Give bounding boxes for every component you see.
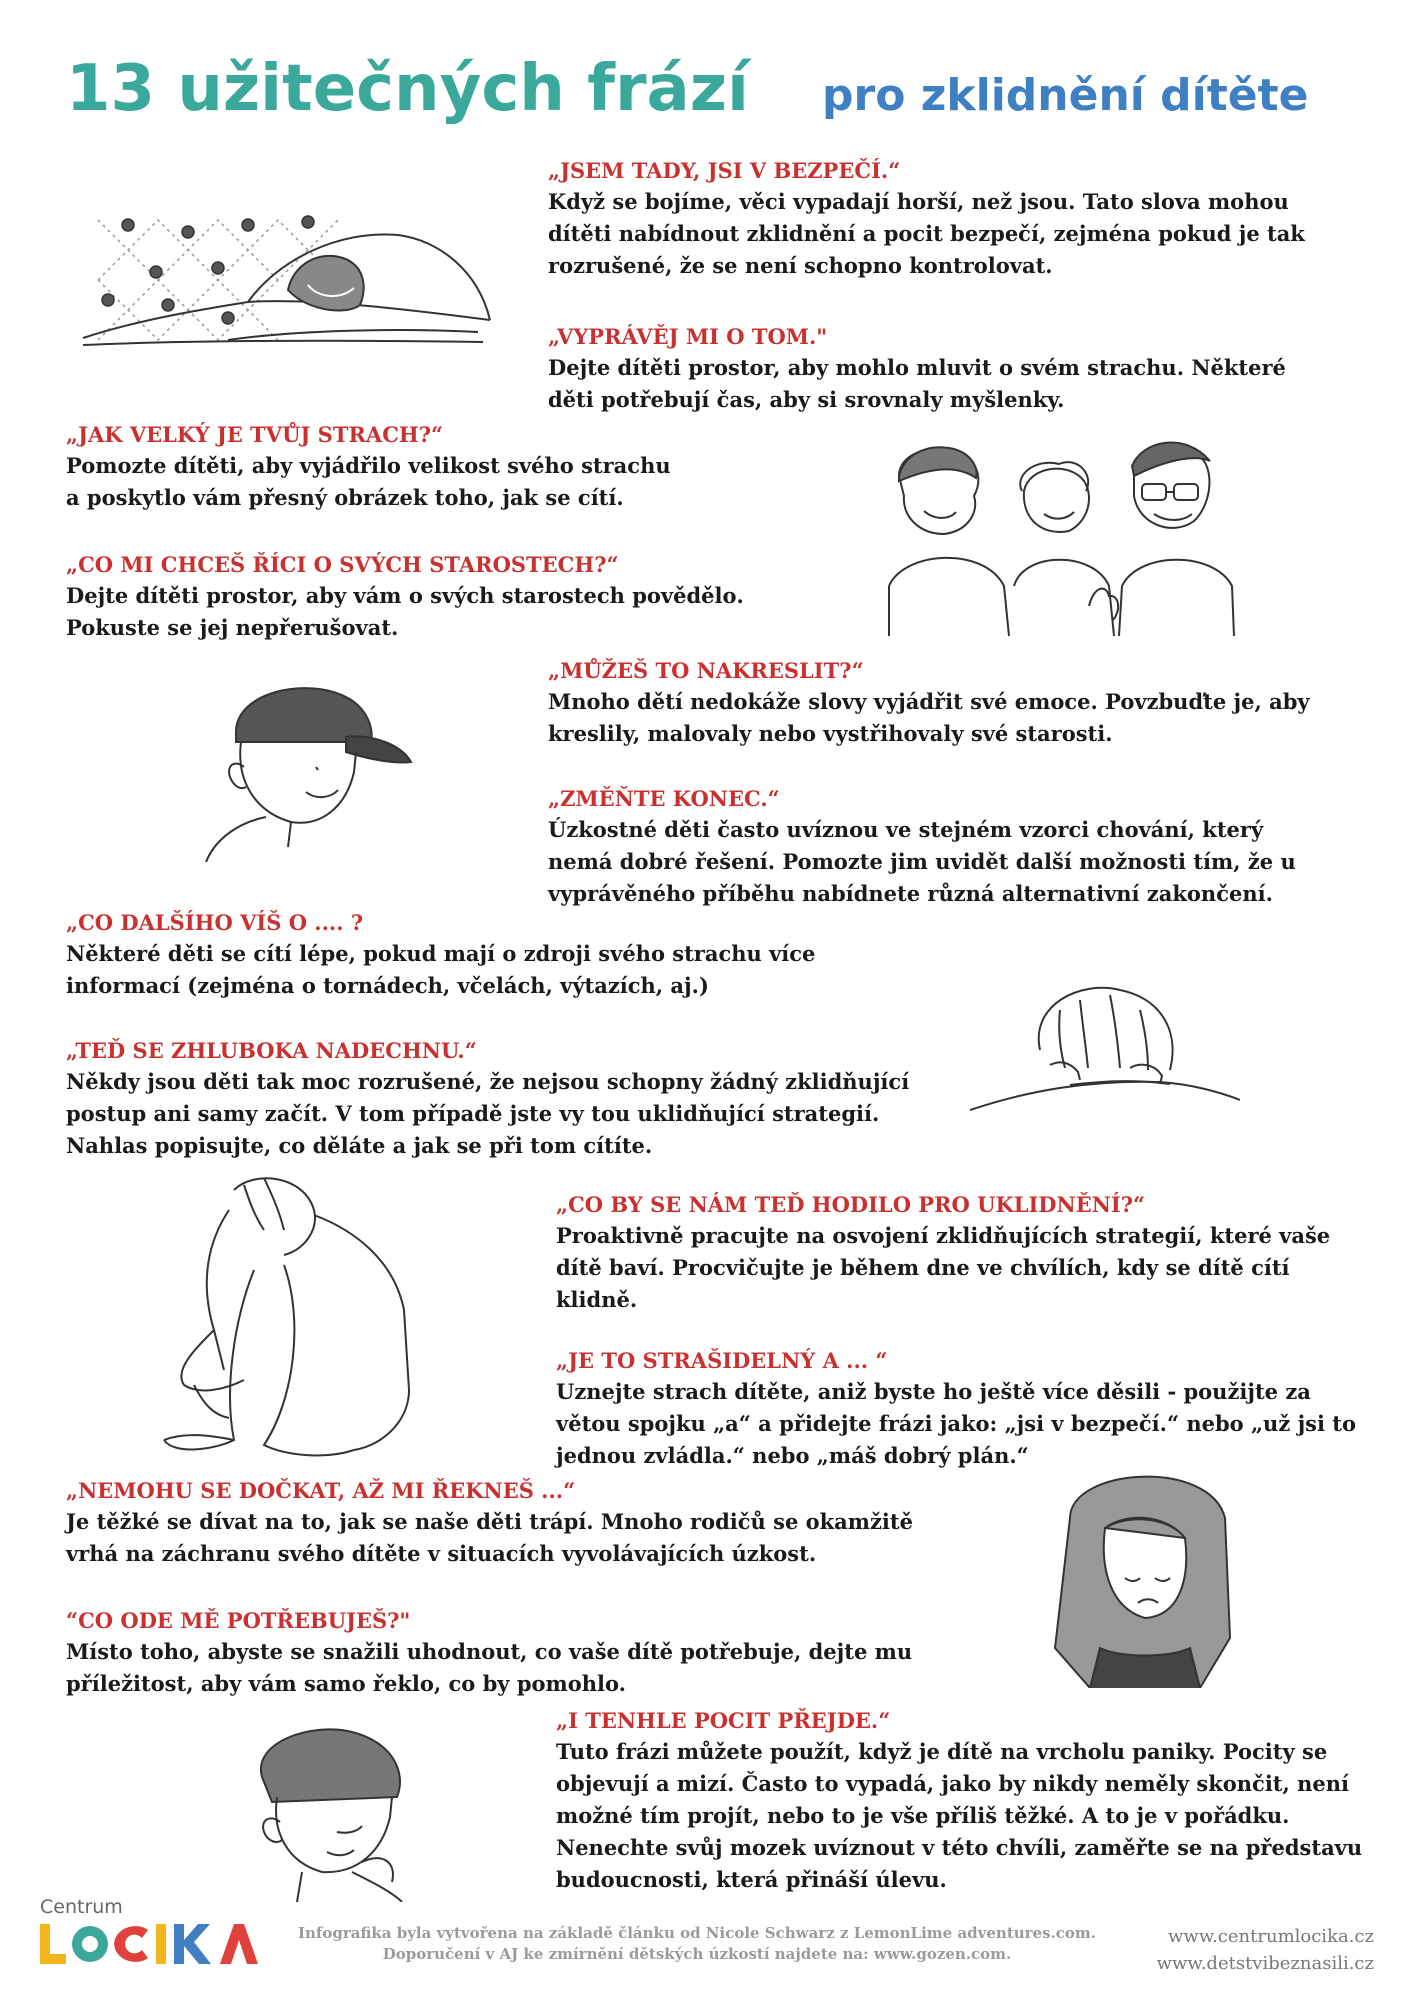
phrase-9 bbox=[556, 1190, 1330, 1316]
text-line: informací (zejména o tornádech, včelách, výtazích, aj.) bbox=[66, 973, 709, 998]
phrase-text bbox=[556, 1736, 1362, 1896]
phrase-text bbox=[548, 186, 1305, 282]
footer-urls bbox=[1157, 1923, 1374, 1977]
phrase-text bbox=[66, 1636, 912, 1700]
phrase-heading: „TEĎ SE ZHLUBOKA NADECHNU.“ bbox=[66, 1038, 477, 1063]
footer-url-link[interactable]: www.centrumlocika.cz bbox=[1168, 1926, 1374, 1947]
credit-line: Doporučení v AJ ke zmírnění dětských úzkostí najdete na: www.gozen.com. bbox=[382, 1945, 1012, 1963]
text-line: klidně. bbox=[556, 1287, 638, 1312]
text-line: Je těžké se dívat na to, jak se naše děti trápí. Mnoho rodičů se okamžitě bbox=[66, 1509, 913, 1534]
text-line: větou spojku „a“ a přidejte frázi jako: „jsi v bezpečí.“ nebo „už jsi to bbox=[556, 1411, 1356, 1436]
phrase-heading: „I TENHLE POCIT PŘEJDE.“ bbox=[556, 1708, 891, 1733]
phrase-4 bbox=[66, 550, 744, 644]
text-line: Uznejte strach dítěte, aniž byste ho ještě více děsili - použijte za bbox=[556, 1379, 1311, 1404]
text-line: Dejte dítěti prostor, aby vám o svých starostech povědělо. bbox=[66, 583, 744, 608]
phrase-text bbox=[66, 1066, 909, 1162]
phrase-5 bbox=[548, 656, 1310, 750]
logo-label: Centrum bbox=[40, 1896, 123, 1918]
text-line: Dejte dítěti prostor, aby mohlo mluvit o svém strachu. Některé bbox=[548, 355, 1286, 380]
phrase-6 bbox=[548, 784, 1296, 910]
text-line: dítě baví. Procvičujte je během dne ve chvílích, kdy se dítě cítí bbox=[556, 1255, 1290, 1280]
text-line: možné tím projít, nebo to je vše příliš těžké. A to je v pořádku. bbox=[556, 1803, 1290, 1828]
phrase-heading: „JSEM TADY, JSI V BEZPEČÍ.“ bbox=[548, 158, 901, 183]
text-line: Pokuste se jej nepřerušovat. bbox=[66, 615, 399, 640]
text-line: dítěti nabídnout zklidnění a pocit bezpečí, zejména pokud je tak bbox=[548, 221, 1305, 246]
text-line: vyprávěného příběhu nabídnete různá alternativní zakončení. bbox=[548, 881, 1273, 906]
phrase-10 bbox=[556, 1346, 1356, 1472]
text-line: Někdy jsou děti tak moc rozrušené, že nejsou schopny žádný zklidňující bbox=[66, 1069, 910, 1094]
text-line: postup ani samy začít. V tom případě jste vy tou uklidňující strategií. bbox=[66, 1101, 880, 1126]
phrase-text bbox=[548, 352, 1286, 416]
phrase-2 bbox=[548, 322, 1286, 416]
text-line: rozrušené, že se není schopno kontrolovat. bbox=[548, 253, 1053, 278]
centrum-locika-logo bbox=[38, 1920, 258, 1966]
footer-url-link[interactable]: www.detstvibeznasili.cz bbox=[1156, 1953, 1374, 1974]
text-line: Proaktivně pracujte na osvojení zklidňujících strategií, které vaše bbox=[556, 1223, 1331, 1248]
phrase-heading: „VYPRÁVĚJ MI O TOM." bbox=[548, 324, 828, 349]
phrase-1 bbox=[548, 156, 1305, 282]
child-hugging-knees-icon bbox=[154, 1170, 424, 1470]
three-kids-icon bbox=[884, 436, 1236, 636]
text-line: Některé děti se cítí lépe, pokud mají o zdroji svého strachu více bbox=[66, 941, 816, 966]
phrase-heading: „MŮŽEŠ TO NAKRESLIT?“ bbox=[548, 658, 864, 683]
phrase-text bbox=[66, 938, 815, 1002]
sad-girl-icon bbox=[1030, 1458, 1260, 1688]
phrase-heading: „CO DALŠÍHO VÍŠ O .... ? bbox=[66, 910, 364, 935]
text-line: Místo toho, abyste se snažili uhodnout, co vaše dítě potřebuje, dejte mu bbox=[66, 1639, 913, 1664]
text-line: děti potřebují čas, aby si srovnaly myšlenky. bbox=[548, 387, 1065, 412]
text-line: vrhá na záchranu svého dítěte v situacích vyvolávajících úzkost. bbox=[66, 1541, 817, 1566]
phrase-heading: „ZMĚŇTE KONEC.“ bbox=[548, 786, 780, 811]
phrase-heading: „JAK VELKÝ JE TVŮJ STRACH?“ bbox=[66, 422, 444, 447]
phrase-text bbox=[548, 814, 1296, 910]
boy-cap-icon bbox=[196, 672, 416, 862]
phrase-heading: „CO MI CHCEŠ ŘÍCI O SVÝCH STAROSTECH?“ bbox=[66, 552, 619, 577]
phrase-text bbox=[66, 450, 671, 514]
text-line: Nahlas popisujte, co děláte a jak se při tom cítíte. bbox=[66, 1133, 653, 1158]
text-line: příležitost, aby vám samo řeklo, co by pomohlo. bbox=[66, 1671, 626, 1696]
phrase-11 bbox=[66, 1476, 913, 1570]
phrase-text bbox=[548, 686, 1310, 750]
phrase-13 bbox=[556, 1706, 1362, 1896]
text-line: nemá dobré řešení. Pomozte jim uvidět další možnosti tím, že u bbox=[548, 849, 1296, 874]
phrase-7 bbox=[66, 908, 815, 1002]
phrase-heading: “CO ODE MĚ POTŘEBUJEŠ?" bbox=[66, 1608, 411, 1633]
phrase-heading: „NEMOHU SE DOČKAT, AŽ MI ŘEKNEŠ ...“ bbox=[66, 1478, 576, 1503]
thinking-boy-icon bbox=[232, 1722, 422, 1902]
phrase-text bbox=[66, 580, 744, 644]
text-line: kreslily, malovaly nebo vystřihovaly své starosti. bbox=[548, 721, 1113, 746]
child-peeking-icon bbox=[970, 980, 1240, 1120]
text-line: Pomozte dítěti, aby vyjádřilo velikost svého strachu bbox=[66, 453, 671, 478]
text-line: a poskytlo vám přesný obrázek toho, jak se cítí. bbox=[66, 485, 624, 510]
text-line: budoucnosti, která přináší úlevu. bbox=[556, 1867, 947, 1892]
phrase-text bbox=[66, 1506, 913, 1570]
phrase-12 bbox=[66, 1606, 912, 1700]
text-line: Úzkostné děti často uvíznou ve stejném vzorci chování, který bbox=[548, 817, 1264, 842]
page-subtitle: pro zklidnění dítěte bbox=[822, 70, 1309, 121]
text-line: Tuto frázi můžete použít, když je dítě na vrcholu paniky. Pocity se bbox=[556, 1739, 1328, 1764]
text-line: Když se bojíme, věci vypadají horší, než jsou. Tato slova mohou bbox=[548, 189, 1289, 214]
text-line: jednou zvládla.“ nebo „máš dobrý plán.“ bbox=[556, 1443, 1029, 1468]
page-title: 13 užitečných frází bbox=[66, 52, 749, 126]
text-line: Nenechte svůj mozek uvíznout v této chvíli, zaměřte se na představu bbox=[556, 1835, 1363, 1860]
phrase-heading: „JE TO STRAŠIDELNÝ A ... “ bbox=[556, 1348, 888, 1373]
credit-line: Infografika byla vytvořena na základě článku od Nicole Schwarz z LemonLime adventures.com. bbox=[298, 1924, 1096, 1942]
credit-text bbox=[292, 1923, 1102, 1965]
text-line: Mnoho dětí nedokáže slovy vyjádřit své emoce. Povzbuďte je, aby bbox=[548, 689, 1310, 714]
text-line: objevují a mizí. Často to vypadá, jako by nikdy neměly skončit, není bbox=[556, 1771, 1350, 1796]
phrase-8 bbox=[66, 1036, 909, 1162]
phrase-heading: „CO BY SE NÁM TEĎ HODILO PRO UKLIDNĚNÍ?“ bbox=[556, 1192, 1146, 1217]
phrase-text bbox=[556, 1220, 1330, 1316]
phrase-3 bbox=[66, 420, 671, 514]
child-under-blanket-icon bbox=[78, 190, 498, 360]
